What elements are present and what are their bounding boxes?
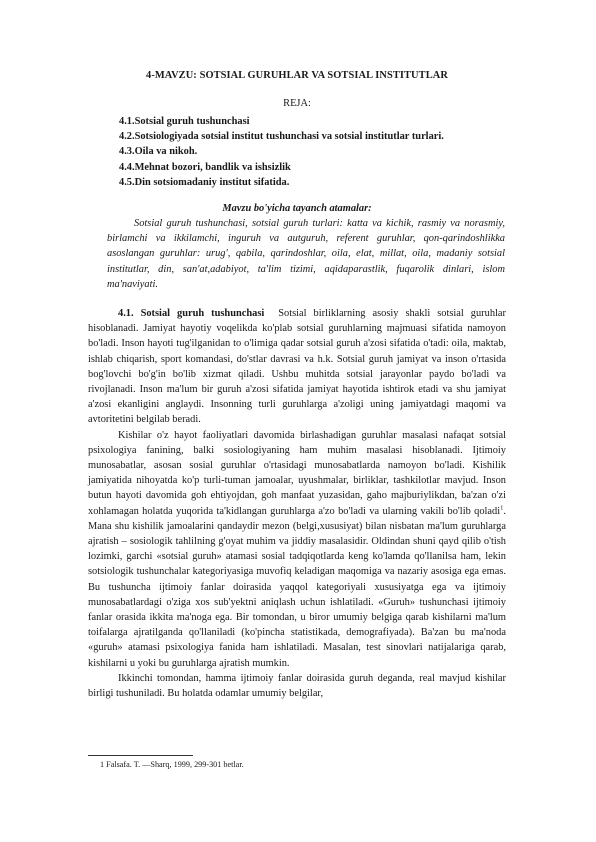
plan-heading: REJA: [283, 98, 311, 109]
paragraph-1-text: Sotsial birliklarning asosiy shakli sotsial guruhlar hisoblanadi. Jamiyat hayotiy voqelikda ko'plab sotsial guruhlarning majmuasi sifatida namoyon bo'ladi. Inson hayoti tug'ilganidan to o'limiga qadar sotsial guruh a'zosi sifatida o'tadi: oila, maktab, ishlab chiqarish, sport komandasi, do'stlar davrasi va h.k. Sotsial guruh jamiyat va inson o'rtasida bog'lovchi bo'g'in bo'lib xizmat qiladi. Ushbu muhitda sotsial jarayonlar paydo bo'ladi va rivojlanadi. Inson ma'lum bir guruh a'zosi sifatida jamiyat hayotida ishtirok etadi va shu jamiyat a'zosi ekanligini anglaydi. Insonning turli guruhlarga a'zoligi uning jamiyatdagi maqomi va avtoritetini belgilab beradi. [88, 308, 506, 426]
section-heading: 4.1. Sotsial guruh tushunchasi [118, 308, 265, 319]
page-title: 4-MAVZU: SOTSIAL GURUHLAR VA SOTSIAL INSTITUTLAR [146, 70, 448, 81]
plan-item: 4.4.Mehnat bozori, bandlik va ishsizlik [119, 161, 291, 173]
footnote-mark[interactable]: 1 [500, 504, 504, 512]
plan-item: 4.5.Din sotsiomadaniy institut sifatida. [119, 176, 290, 188]
paragraph-1 [88, 306, 506, 428]
paragraph-2b-text: . Mana shu kishilik jamoalarini qandaydir mezon (belgi,xususiyat) bilan nisbatan ma'lum guruhlarga ajratish – sosiologik tahlilning g'oyat muhim va jiddiy masalasidir. Oldindan shuni qayd qilib o'tish lozimki, garchi «sotsial guruh» atamasi sosial tadqiqotlarda keng ko'lamda qo'llanilsa ham, lekin sotsiologik tushunchalar kategoriyasiga muvofiq keladigan maqomiga va nazariy asosiga ega emas. Bu tushuncha ijtimoiy fanlar doirasida yaqqol kategoriyali xususiyatga ega va ijtimoiy munosabatlardagi o'ziga xos sub'yektni aniqlash uchun ishlatiladi. «Guruh» tushunchasi ijtimoiy fanlar orasida ikkita ma'noga ega. Bir tomondan, u biror umumiy belgiga qarab kishilarni ma'lum toifalarga ajratilganda qo'llaniladi (ko'pincha statistikada, demografiyada). Ba'zan bu ma'noda «guruh» atamasi psixologiya fanida ham ishlatiladi. Masalan, test sinovlari natijalariga qarab, kishilarni u yoki bu guruhlarga ajratish mumkin. [88, 505, 506, 669]
keywords-title: Mavzu bo'yicha tayanch atamalar: [222, 203, 372, 214]
paragraph-2a-text: Kishilar o'z hayot faoliyatlari davomida birlashadigan guruhlar masalasi nafaqat sotsial psixologiya fanining, balki sosiologiyaning ham muhim masalasi hisoblanadi. Ijtimoiy munosabatlar, asosan sosial guruhlar o'rtasidagi munosabatlarda namoyon bo'ladi. Kishilik jamiyatida nihoyatda ko'p turli-tuman jamoalar, uyushmalar, birliklar, tashkilotlar mavjud. Inson butun hayoti davomida goh ehtiyojdan, goh manfaat yuzasidan, gaho majburiylikdan, ba'zan o'zi xohlamagan holatda yuqorida ta'kidlangan guruhlarga a'zo bo'ladi va ularning vakili bo'lib qoladi [88, 429, 506, 517]
plan-item: 4.1.Sotsial guruh tushunchasi [119, 116, 250, 127]
keywords-text: Sotsial guruh tushunchasi, sotsial guruh turlari: katta va kichik, rasmiy va norasmiy, birlamchi va ikkilamchi, inguruh va autguruh, referent guruhlar, qon-qarindoshlikka asoslangan guruhlar: urug', qabila, qarindoshlar, oila, elat, millat, oila, madaniy sotsial institutlar, din, san'at,adabiyot, ta'lim tizimi, aqidaparastlik, fuqarolik dinlari, islom ma'naviyati. [107, 218, 505, 290]
paragraph-2 [88, 428, 506, 671]
footnote: 1 Falsafa. T. —Sharq, 1999, 299-301 betlar. [100, 760, 244, 769]
paragraph-3: Ikkinchi tomondan, hamma ijtimoiy fanlar doirasida guruh deganda, real mavjud kishilar birligi tushuniladi. Bu holatda odamlar umumiy belgilar, [88, 672, 506, 700]
plan-item: 4.3.Oila va nikoh. [119, 146, 198, 158]
plan-list [119, 114, 444, 190]
footnote-divider [88, 755, 193, 756]
body-text [88, 306, 506, 701]
plan-item: 4.2.Sotsiologiyada sotsial institut tushunchasi va sotsial institutlar turlari. [119, 131, 444, 143]
